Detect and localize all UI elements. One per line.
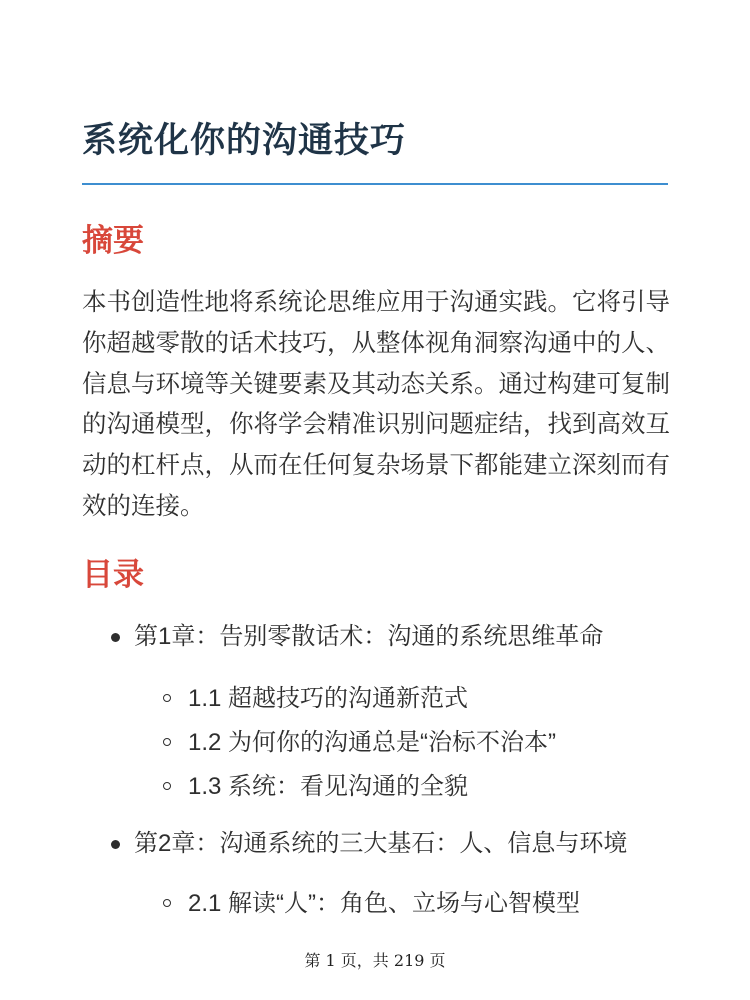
toc-chapter-label: 第2章：沟通系统的三大基石：人、信息与环境 <box>134 830 628 857</box>
toc-section-list <box>134 882 674 926</box>
toc-chapter-label: 第1章：告别零散话术：沟通的系统思维革命 <box>134 623 604 650</box>
abstract-heading: 摘要 <box>82 223 144 258</box>
bullet-icon <box>111 840 120 849</box>
abstract-text: 本书创造性地将系统论思维应用于沟通实践。它将引导你超越零散的话术技巧，从整体视角洞察沟通中的人、信息与环境等关键要素及其动态关系。通过构建可复制的沟通模型，你将学会精准识别问题症结，找到高效互动的杠杆点，从而在任何复杂场景下都能建立深刻而有效的连接。 <box>82 289 670 520</box>
toc-section[interactable] <box>134 677 674 721</box>
toc-list <box>0 617 750 926</box>
hollow-bullet-icon <box>163 694 171 702</box>
toc-chapter[interactable] <box>0 824 674 926</box>
toc-chapter[interactable] <box>0 617 674 807</box>
toc-section[interactable] <box>134 765 674 809</box>
toc-section[interactable] <box>134 882 674 926</box>
toc-section-label: 1.3 系统：看见沟通的全貌 <box>188 773 469 800</box>
document-title: 系统化你的沟通技巧 <box>82 121 407 160</box>
toc-section-label: 2.1 解读“人”：角色、立场与心智模型 <box>188 890 581 917</box>
toc-section-label: 1.2 为何你的沟通总是“治标不治本” <box>188 729 557 756</box>
toc-section-list <box>134 677 674 809</box>
toc-section-label: 1.1 超越技巧的沟通新范式 <box>188 685 469 712</box>
hollow-bullet-icon <box>163 738 171 746</box>
page-number-footer: 第 1 页，共 219 页 <box>304 951 446 970</box>
toc-heading: 目录 <box>82 557 144 592</box>
title-divider <box>82 183 668 185</box>
hollow-bullet-icon <box>163 899 171 907</box>
bullet-icon <box>111 633 120 642</box>
hollow-bullet-icon <box>163 782 171 790</box>
toc-section[interactable] <box>134 721 674 765</box>
